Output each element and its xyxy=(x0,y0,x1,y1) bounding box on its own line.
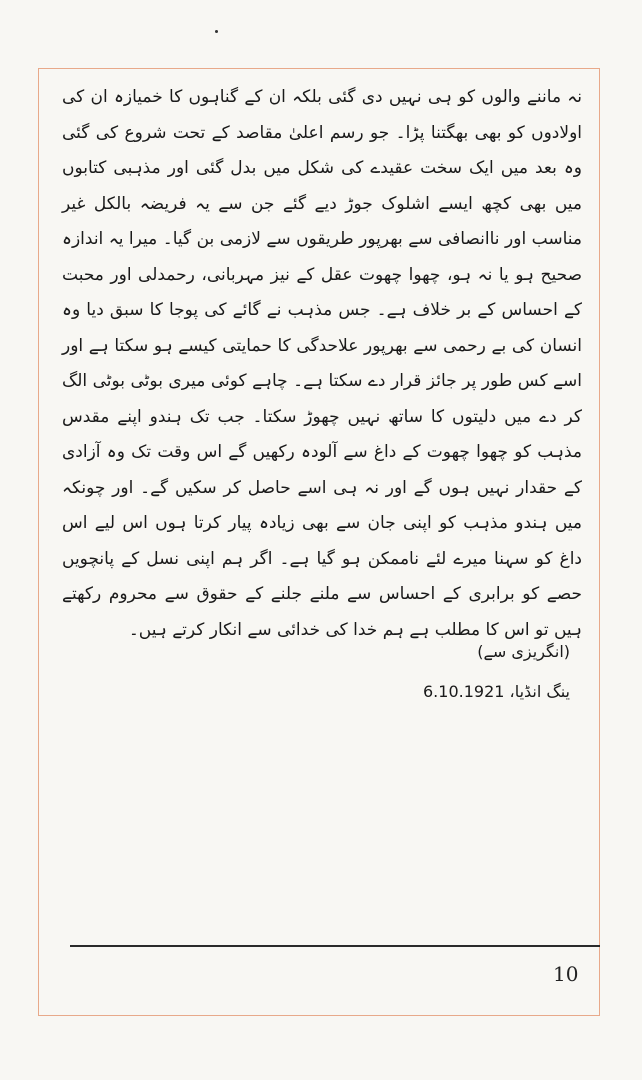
translation-note: (انگریزی سے) xyxy=(477,642,570,661)
scan-speck xyxy=(215,30,218,33)
source-citation: ینگ انڈیا، 6.10.1921 xyxy=(423,682,570,701)
page-number: 10 xyxy=(553,962,579,986)
footer-divider xyxy=(70,945,600,947)
body-paragraph: نہ ماننے والوں کو ہی نہیں دی گئی بلکہ ان کے گناہوں کا خمیازہ ان کی اولادوں کو بھی بھگتنا پڑا۔ جو رسم اعلیٰ مقاصد کے تحت شروع کی گئی وہ بعد میں ایک سخت عقیدے کی شکل میں بدل گئی اور مذہبی کتابوں میں بھی کچھ ایسے اشلوک جوڑ دیے گئے جن سے یہ فریضہ بالکل غیر مناسب اور ناانصافی سے بھرپور طریقوں سے لازمی بن گیا۔ میرا یہ اندازہ صحیح ہو یا نہ ہو، چھوا چھوت عقل کے نیز مہربانی، رحمدلی اور محبت کے احساس کے بر خلاف ہے۔ جس مذہب نے گائے کی پوجا کا سبق دیا وہ انسان کی بے رحمی سے بھرپور علاحدگی کا حمایتی کیسے ہو سکتا ہے اور اسے کس طور پر جائز قرار دے سکتا ہے۔ چاہے کوئی میری بوٹی بوٹی الگ کر دے میں دلیتوں کا ساتھ نہیں چھوڑ سکتا۔ جب تک ہندو اپنے مقدس مذہب کو چھوا چھوت کے داغ سے آلودہ رکھیں گے اس وقت تک وہ آزادی کے حقدار نہیں ہوں گے اور نہ ہی اسے حاصل کر سکیں گے۔ اور چونکہ میں ہندو مذہب کو اپنی جان سے بھی زیادہ پیار کرتا ہوں اس لیے اس داغ کو سہنا میرے لئے ناممکن ہو گیا ہے۔ اگر ہم اپنی نسل کے پانچویں حصے کو برابری کے احساس سے ملنے جلنے کے حقوق سے محروم رکھتے ہیں تو اس کا مطلب ہے ہم خدا کی خدائی سے انکار کرتے ہیں۔ xyxy=(62,87,582,640)
body-text xyxy=(62,80,582,648)
